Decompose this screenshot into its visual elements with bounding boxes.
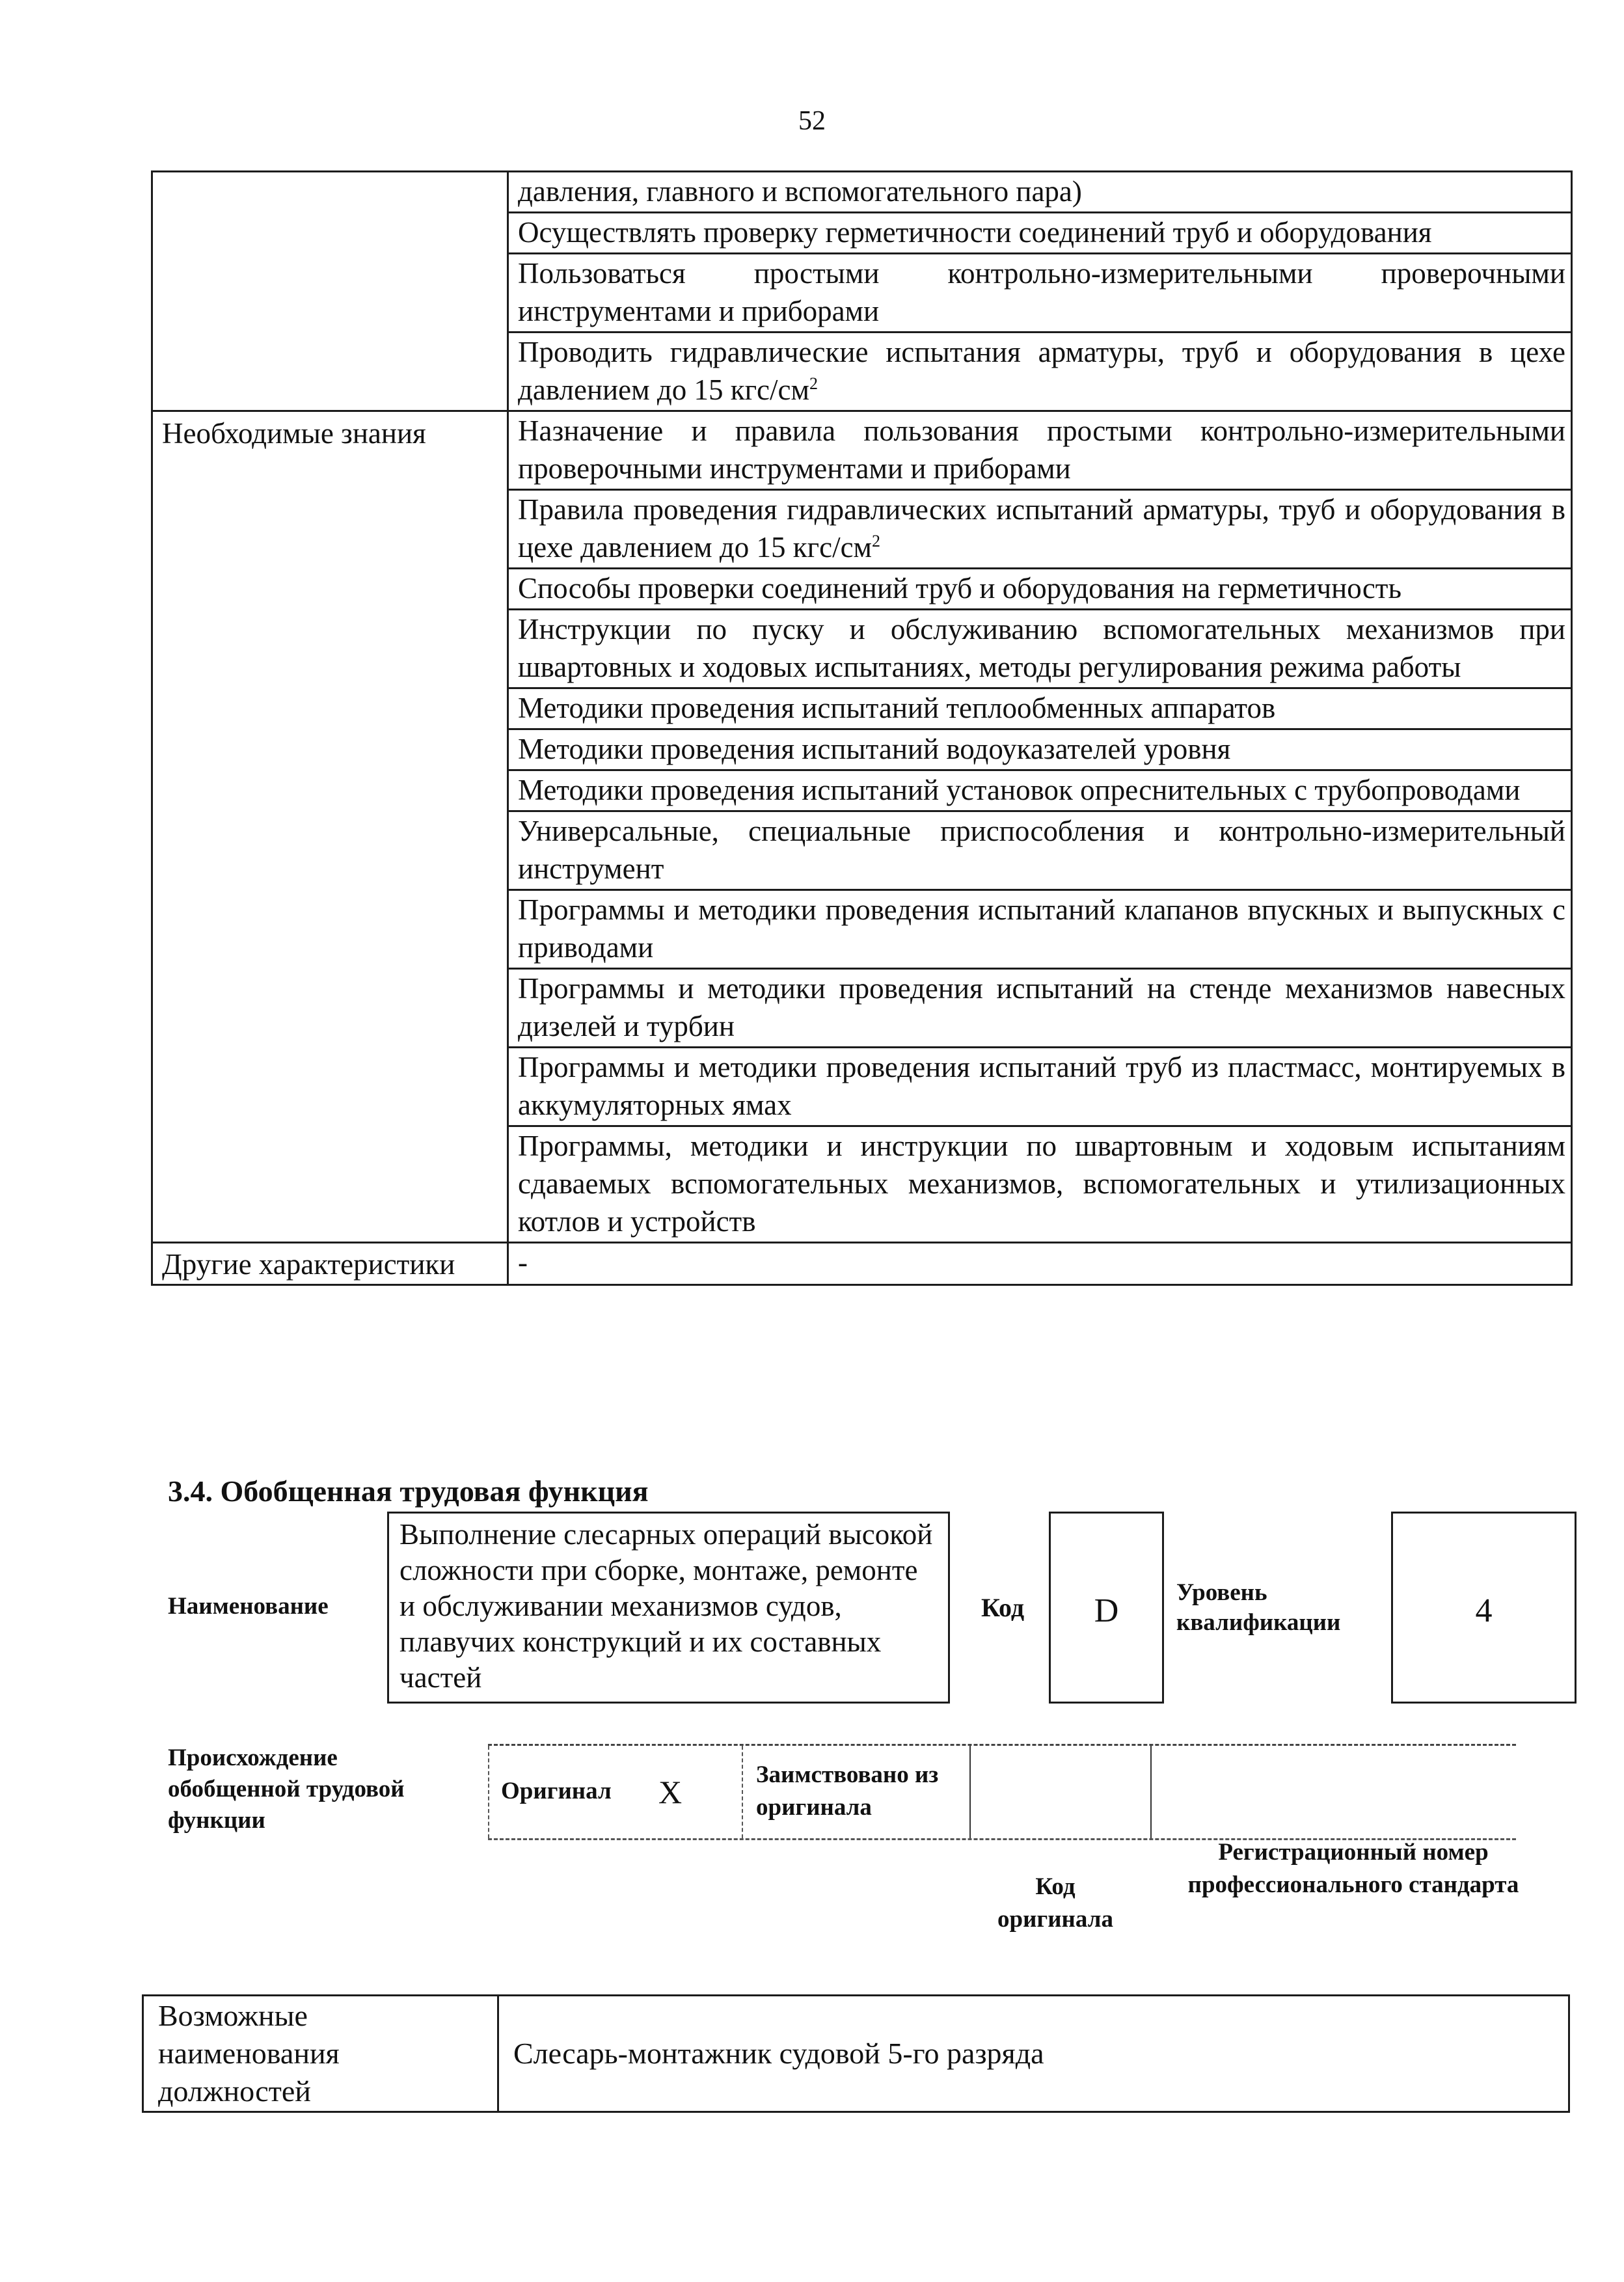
- table-row: [152, 729, 1572, 770]
- row-label: Другие характеристики: [152, 1243, 508, 1285]
- row-label: [152, 688, 508, 729]
- row-text-content: -: [518, 1246, 528, 1279]
- row-text-content: Методики проведения испытаний установок опреснительных с трубопроводами: [518, 774, 1521, 806]
- row-text: [508, 890, 1572, 969]
- section-title: 3.4. Обобщенная трудовая функция: [168, 1474, 649, 1508]
- table-row: [152, 411, 1572, 490]
- table-row: [152, 254, 1572, 333]
- table-row: [152, 1126, 1572, 1243]
- code-original-cell: [969, 1746, 1152, 1838]
- origin-row: [488, 1744, 1516, 1840]
- row-text-content: Программы и методики проведения испытаний труб из пластмасс, монтируемых в аккумуляторных ямах: [518, 1051, 1565, 1121]
- row-text-content: Осуществлять проверку герметичности соединений труб и оборудования: [518, 216, 1432, 249]
- positions-value: Слесарь-монтажник судовой 5-го разряда: [498, 1996, 1569, 2112]
- origin-label: Происхождение обобщенной трудовой функции: [168, 1745, 405, 1834]
- positions-label: Возможные наименования должностей: [143, 1996, 498, 2112]
- row-text: [508, 213, 1572, 254]
- row-text: [508, 811, 1572, 890]
- row-label: [152, 890, 508, 969]
- original-label: Оригинал: [501, 1778, 612, 1804]
- row-text: [508, 688, 1572, 729]
- row-text: [508, 1126, 1572, 1243]
- table-row: [152, 213, 1572, 254]
- row-text: [508, 969, 1572, 1048]
- row-text: [508, 411, 1572, 490]
- row-label: [152, 811, 508, 890]
- row-label: Необходимые знания: [152, 411, 508, 490]
- row-label: [152, 770, 508, 811]
- row-text: [508, 770, 1572, 811]
- row-label: [152, 254, 508, 333]
- original-cell: [488, 1746, 742, 1838]
- row-text-content: Проводить гидравлические испытания арматуры, труб и оборудования в цехе давлением до 15 кгс/см: [518, 336, 1565, 406]
- row-text: [508, 333, 1572, 411]
- row-text-content: Правила проведения гидравлических испытаний арматуры, труб и оборудования в цехе давлением до 15 кгс/см: [518, 493, 1565, 564]
- row-text: [508, 254, 1572, 333]
- reg-number-caption: Регистрационный номер профессионального стандарта: [1187, 1839, 1519, 1898]
- row-text-content: Программы, методики и инструкции по швартовным и ходовым испытаниям сдаваемых вспомогательных механизмов, вспомогательных и утилизационных котлов и устройств: [518, 1130, 1565, 1238]
- row-text: [508, 172, 1572, 213]
- code-value-box: D: [1049, 1512, 1164, 1704]
- row-label: [152, 610, 508, 688]
- row-text-content: Способы проверки соединений труб и оборудования на герметичность: [518, 572, 1401, 604]
- row-text-superscript: 2: [872, 532, 881, 550]
- table-row: [152, 890, 1572, 969]
- row-text-content: Инструкции по пуску и обслуживанию вспомогательных механизмов при швартовных и ходовых испытаниях, методы регулирования режима работы: [518, 613, 1565, 683]
- borrowed-label: Заимствовано из оригинала: [756, 1761, 939, 1821]
- row-label: [152, 213, 508, 254]
- table-row: [152, 333, 1572, 411]
- row-text: [508, 490, 1572, 569]
- row-text: [508, 1048, 1572, 1126]
- row-label: [152, 969, 508, 1048]
- row-text: [508, 610, 1572, 688]
- reg-number-cell: [1152, 1746, 1516, 1838]
- row-text-content: Универсальные, специальные приспособления и контрольно-измерительный инструмент: [518, 815, 1565, 885]
- row-text: [508, 569, 1572, 610]
- table-row: [152, 172, 1572, 213]
- table-row: [152, 811, 1572, 890]
- table-row: [152, 1243, 1572, 1285]
- code-original-caption: Код оригинала: [997, 1873, 1113, 1933]
- table-row: [152, 490, 1572, 569]
- row-label: [152, 1126, 508, 1243]
- row-text-content: давления, главного и вспомогательного пара): [518, 175, 1082, 208]
- level-value-box: 4: [1391, 1512, 1577, 1704]
- row-text-content: Пользоваться простыми контрольно-измерительными проверочными инструментами и приборами: [518, 257, 1565, 327]
- function-name-box: Выполнение слесарных операций высокой сложности при сборке, монтаже, ремонте и обслуживании механизмов судов, плавучих конструкций и их составных частей: [387, 1512, 950, 1704]
- row-label: [152, 333, 508, 411]
- requirements-table: [151, 170, 1573, 1286]
- positions-table: [142, 1994, 1570, 2113]
- table-row: [152, 610, 1572, 688]
- table-row: [152, 569, 1572, 610]
- row-text-content: Программы и методики проведения испытаний клапанов впускных и выпускных с приводами: [518, 893, 1565, 964]
- table-row: [152, 688, 1572, 729]
- row-text-superscript: 2: [809, 374, 818, 393]
- page-number: 52: [798, 106, 826, 136]
- row-label: [152, 1048, 508, 1126]
- row-label: [152, 729, 508, 770]
- row-text-content: Методики проведения испытаний теплообменных аппаратов: [518, 692, 1276, 724]
- row-text-content: Программы и методики проведения испытаний на стенде механизмов навесных дизелей и турбин: [518, 972, 1565, 1042]
- borrowed-cell: [742, 1746, 969, 1838]
- row-label: [152, 490, 508, 569]
- row-label: [152, 569, 508, 610]
- row-text-content: Назначение и правила пользования простыми контрольно-измерительными проверочными инструментами и приборами: [518, 414, 1565, 485]
- name-label: Наименование: [168, 1593, 329, 1620]
- row-text: [508, 729, 1572, 770]
- row-text-content: Методики проведения испытаний водоуказателей уровня: [518, 733, 1231, 765]
- row-text: [508, 1243, 1572, 1285]
- code-label: Код: [981, 1593, 1025, 1622]
- table-row: [152, 770, 1572, 811]
- row-label: [152, 172, 508, 213]
- table-row: [152, 1048, 1572, 1126]
- level-label: Уровень квалификации: [1176, 1579, 1341, 1636]
- table-row: [152, 969, 1572, 1048]
- original-mark: X: [658, 1774, 683, 1810]
